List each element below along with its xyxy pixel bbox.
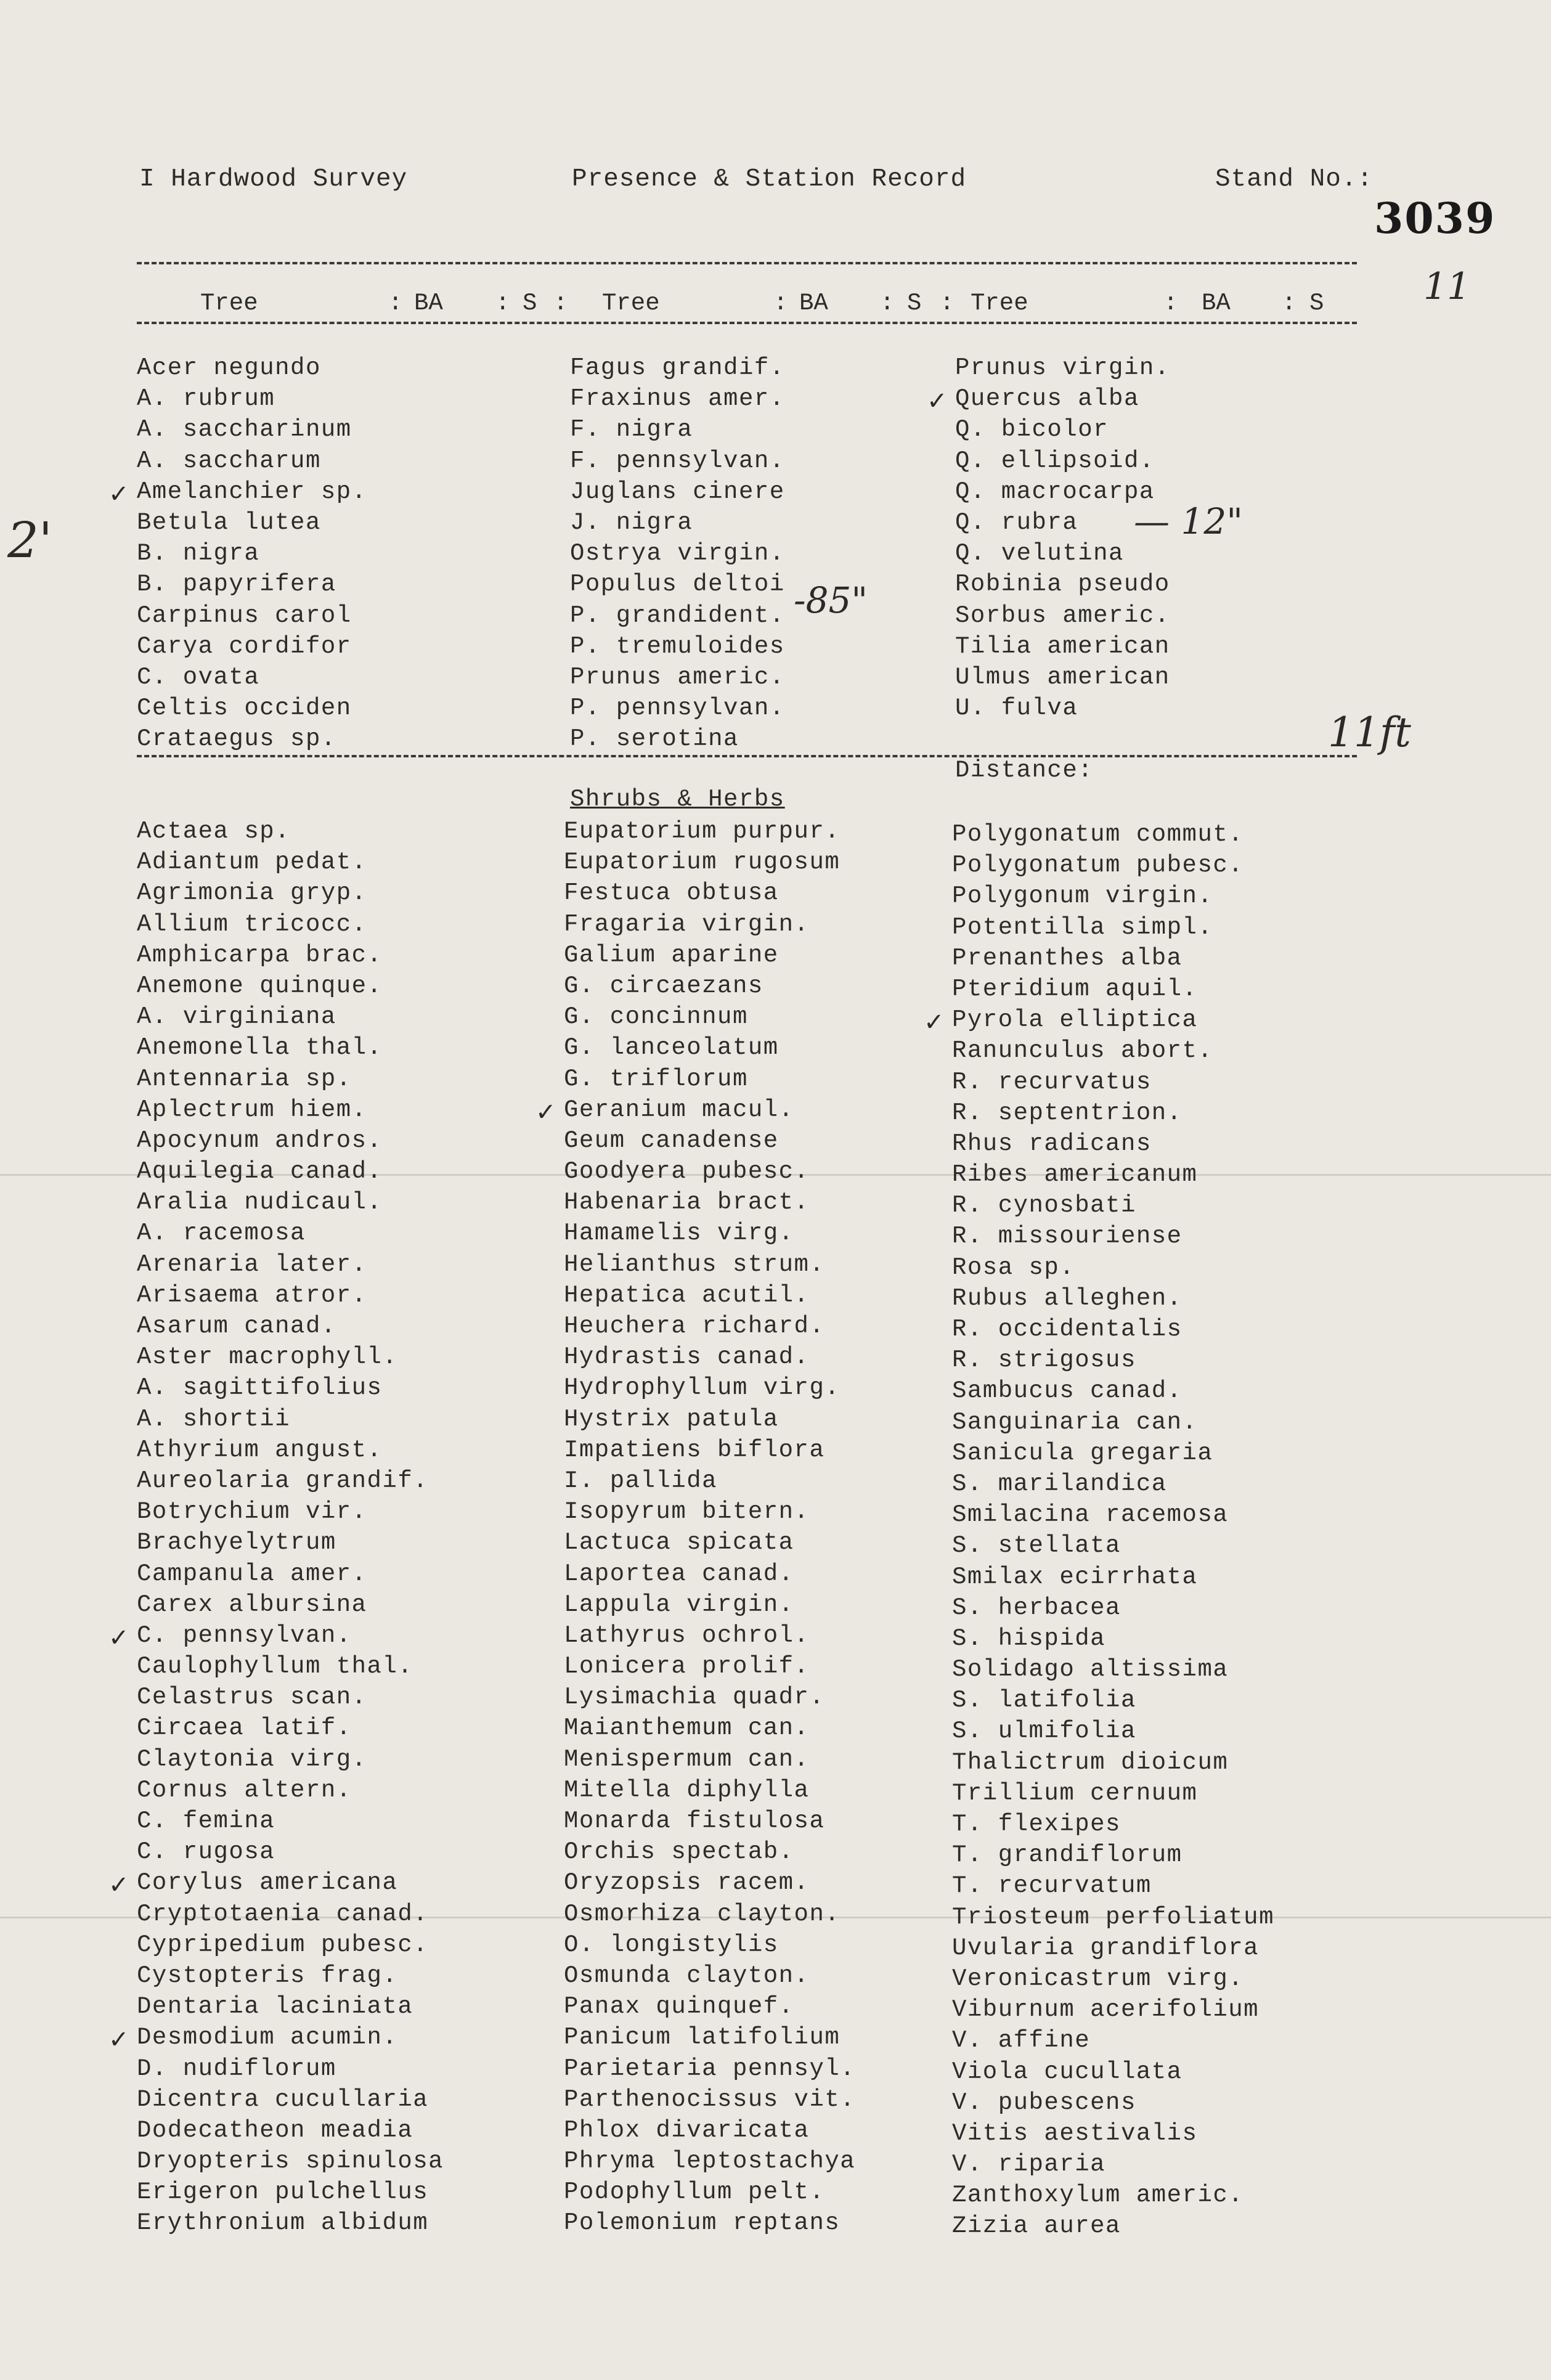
form-title: I Hardwood Survey	[139, 165, 408, 194]
list-item: Cornus altern.	[137, 1776, 352, 1804]
list-item: Lappula virgin.	[564, 1591, 794, 1618]
list-item: Prunus americ.	[570, 663, 785, 691]
herb-list-col1	[108, 816, 444, 2239]
list-item: Aralia nudicaul.	[137, 1189, 383, 1216]
list-item: Betula lutea	[137, 508, 321, 536]
list-item: Fagus grandif.	[570, 354, 785, 381]
list-item: Allium tricocc.	[137, 910, 367, 938]
list-item: Trillium cernuum	[952, 1779, 1198, 1807]
list-item: G. concinnum	[564, 1003, 748, 1031]
list-item: Lathyrus ochrol.	[564, 1621, 810, 1649]
list-item: Caulophyllum thal.	[137, 1653, 413, 1681]
herb-list-col2	[535, 816, 856, 2239]
list-item: Ribes americanum	[952, 1161, 1198, 1189]
list-item: Pteridium aquil.	[952, 975, 1198, 1003]
list-item: Impatiens biflora	[564, 1436, 825, 1464]
list-item: Cypripedium pubesc.	[137, 1931, 429, 1958]
list-item: G. triflorum	[564, 1065, 748, 1093]
list-item: Polygonum virgin.	[952, 882, 1213, 910]
list-item: Carex albursina	[137, 1591, 367, 1618]
list-item: Dentaria laciniata	[137, 1993, 413, 2021]
list-item: Geum canadense	[564, 1127, 779, 1154]
list-item: Habenaria bract.	[564, 1189, 810, 1216]
list-item: Carya cordifor	[137, 632, 352, 660]
list-item: Osmunda clayton.	[564, 1962, 810, 1989]
list-item: Erythronium albidum	[137, 2209, 429, 2237]
list-item: G. circaezans	[564, 972, 763, 1000]
list-item: Panicum latifolium	[564, 2024, 841, 2052]
col-header-tree: Tree	[602, 290, 660, 317]
col-header-tree: Tree	[971, 290, 1028, 317]
list-item: Monarda fistulosa	[564, 1807, 825, 1835]
list-item: Q. macrocarpa	[955, 478, 1155, 505]
list-item: Aquilegia canad.	[137, 1158, 383, 1186]
list-item: C. femina	[137, 1807, 275, 1835]
list-item: Carpinus carol	[137, 601, 352, 629]
list-item: Prenanthes alba	[952, 944, 1183, 972]
list-item: V. pubescens	[952, 2089, 1136, 2116]
list-item: Cystopteris frag.	[137, 1962, 398, 1989]
list-item: C. ovata	[137, 663, 260, 691]
list-item: ✓ Geranium macul.	[535, 1096, 794, 1127]
list-item: V. riparia	[952, 2151, 1106, 2178]
form-subtitle: Presence & Station Record	[572, 165, 967, 194]
list-item: Viburnum acerifolium	[952, 1996, 1260, 2024]
list-item: Smilax ecirrhata	[952, 1563, 1198, 1591]
list-item: Hydrastis canad.	[564, 1343, 810, 1371]
list-item: Cryptotaenia canad.	[137, 1900, 429, 1928]
list-item: Anemonella thal.	[137, 1034, 383, 1062]
list-item: Polygonatum commut.	[952, 821, 1244, 848]
list-item: ✓ Desmodium acumin.	[108, 2024, 398, 2055]
list-item: Helianthus strum.	[564, 1250, 825, 1278]
list-item: J. nigra	[570, 508, 693, 536]
checkmark-icon: ✓	[108, 1623, 131, 1652]
list-item: S. stellata	[952, 1532, 1121, 1560]
list-item: Anemone quinque.	[137, 972, 383, 1000]
list-item: T. grandiflorum	[952, 1841, 1183, 1869]
list-item: Heuchera richard.	[564, 1313, 825, 1340]
handwritten-stand-sub: 11	[1423, 265, 1471, 308]
list-item: Menispermum can.	[564, 1745, 810, 1773]
handwritten-note-distance: 11ft	[1328, 709, 1411, 756]
tree-column-headers: Tree : BA : S : Tree : BA : S : Tree : BA : S	[200, 290, 1324, 317]
list-item: Antennaria sp.	[137, 1065, 352, 1093]
list-item: S. ulmifolia	[952, 1718, 1136, 1745]
checkmark-icon: ✓	[108, 1871, 131, 1900]
list-item: A. shortii	[137, 1405, 291, 1433]
col-header-ba: BA	[1202, 290, 1231, 317]
list-item: Rhus radicans	[952, 1130, 1152, 1157]
list-item: O. longistylis	[564, 1931, 779, 1958]
list-item: Arisaema atror.	[137, 1281, 367, 1309]
list-item: Sanicula gregaria	[952, 1439, 1213, 1467]
list-item: R. missouriense	[952, 1223, 1183, 1250]
list-item: D. nudiflorum	[137, 2055, 336, 2082]
tree-list-col2	[570, 353, 785, 754]
list-item: Arenaria later.	[137, 1250, 367, 1278]
list-item: ✓ Amelanchier sp.	[108, 478, 367, 508]
list-item: Polemonium reptans	[564, 2209, 841, 2237]
list-item: Acer negundo	[137, 354, 321, 381]
list-item: Sorbus americ.	[955, 601, 1170, 629]
list-item: Parthenocissus vit.	[564, 2085, 856, 2113]
list-item: A. virginiana	[137, 1003, 336, 1031]
list-item: Phryma leptostachya	[564, 2148, 856, 2175]
list-item: ✓ Quercus alba	[927, 385, 1139, 416]
list-item: Vitis aestivalis	[952, 2119, 1198, 2147]
list-item: Smilacina racemosa	[952, 1501, 1229, 1529]
col-header-s: S	[1309, 290, 1324, 317]
list-item: Orchis spectab.	[564, 1838, 794, 1866]
list-item: P. serotina	[570, 725, 739, 753]
list-item: Hystrix patula	[564, 1405, 779, 1433]
checkmark-icon: ✓	[927, 387, 949, 416]
dashed-rule-top	[137, 262, 1357, 264]
dashed-rule-trees-end	[137, 755, 1357, 757]
list-item: Ostrya virgin.	[570, 540, 785, 568]
checkmark-icon: ✓	[108, 479, 131, 508]
list-item: R. recurvatus	[952, 1068, 1152, 1096]
list-item: Campanula amer.	[137, 1560, 367, 1587]
list-item: T. recurvatum	[952, 1872, 1152, 1900]
list-item: Tilia american	[955, 632, 1170, 660]
list-item: Fragaria virgin.	[564, 910, 810, 938]
list-item: Populus deltoi	[570, 571, 785, 598]
list-item: Potentilla simpl.	[952, 913, 1213, 941]
list-item: Robinia pseudo	[955, 571, 1170, 598]
list-item: Hepatica acutil.	[564, 1281, 810, 1309]
list-item: Laportea canad.	[564, 1560, 794, 1587]
list-item: Celtis occiden	[137, 695, 352, 722]
list-item: Festuca obtusa	[564, 879, 779, 907]
list-item: A. sagittifolius	[137, 1374, 383, 1402]
list-item: Claytonia virg.	[137, 1745, 367, 1773]
list-item: A. saccharum	[137, 447, 321, 475]
list-item: Phlox divaricata	[564, 2116, 810, 2144]
list-item: Lysimachia quadr.	[564, 1684, 825, 1711]
list-item: Hydrophyllum virg.	[564, 1374, 841, 1402]
checkmark-icon: ✓	[108, 2026, 131, 2055]
list-item: Ulmus american	[955, 663, 1170, 691]
list-item: Botrychium vir.	[137, 1498, 367, 1526]
list-item: S. marilandica	[952, 1470, 1167, 1498]
herb-list-col3	[924, 819, 1274, 2242]
list-item: F. pennsylvan.	[570, 447, 785, 475]
list-item: Adiantum pedat.	[137, 849, 367, 876]
handwritten-note-grandident: -85"	[794, 579, 868, 621]
list-item: Parietaria pennsyl.	[564, 2055, 856, 2082]
list-item: Rubus alleghen.	[952, 1284, 1183, 1312]
list-item: T. flexipes	[952, 1811, 1121, 1838]
list-item: Thalictrum dioicum	[952, 1748, 1229, 1776]
distance-label: Distance:	[955, 757, 1094, 784]
list-item: Rosa sp.	[952, 1253, 1075, 1281]
checkmark-icon: ✓	[924, 1008, 946, 1037]
list-item: Triosteum perfoliatum	[952, 1903, 1274, 1931]
list-item: Q. ellipsoid.	[955, 447, 1155, 475]
list-item: A. rubrum	[137, 385, 275, 413]
list-item: Uvularia grandiflora	[952, 1934, 1260, 1962]
list-item: P. grandident.	[570, 601, 785, 629]
list-item: Lactuca spicata	[564, 1529, 794, 1557]
stand-number-label: Stand No.:	[1215, 165, 1374, 194]
col-header-ba: BA	[414, 290, 443, 317]
list-item: Actaea sp.	[137, 818, 291, 845]
list-item: A. racemosa	[137, 1220, 306, 1247]
list-item: B. papyrifera	[137, 571, 336, 598]
list-item: S. hispida	[952, 1624, 1106, 1652]
list-item: Mitella diphylla	[564, 1776, 810, 1804]
list-item: Podophyllum pelt.	[564, 2178, 825, 2206]
list-item: R. strigosus	[952, 1347, 1136, 1374]
list-item: F. nigra	[570, 416, 693, 444]
list-item: Dryopteris spinulosa	[137, 2148, 444, 2175]
list-item: Sambucus canad.	[952, 1377, 1183, 1405]
list-item: A. saccharinum	[137, 416, 352, 444]
col-header-ba: BA	[799, 290, 828, 317]
list-item: Eupatorium purpur.	[564, 818, 841, 845]
list-item: Celastrus scan.	[137, 1684, 367, 1711]
handwritten-note-rubra: — 12"	[1134, 500, 1243, 542]
list-item: Hamamelis virg.	[564, 1220, 794, 1247]
list-item: Solidago altissima	[952, 1656, 1229, 1684]
tree-list-col1	[108, 353, 367, 754]
list-item: Dicentra cucullaria	[137, 2085, 429, 2113]
list-item: Juglans cinere	[570, 478, 785, 505]
list-item: Apocynum andros.	[137, 1127, 383, 1154]
list-item: Dodecatheon meadia	[137, 2116, 413, 2144]
list-item: Viola cucullata	[952, 2058, 1183, 2085]
list-item: R. occidentalis	[952, 1316, 1183, 1343]
list-item: Osmorhiza clayton.	[564, 1900, 841, 1928]
list-item: Aplectrum hiem.	[137, 1096, 367, 1123]
list-item: Veronicastrum virg.	[952, 1965, 1244, 1992]
list-item: Fraxinus amer.	[570, 385, 785, 413]
stand-number-value: 3039	[1374, 194, 1496, 243]
list-item: Eupatorium rugosum	[564, 849, 841, 876]
list-item: C. rugosa	[137, 1838, 275, 1866]
list-item: Polygonatum pubesc.	[952, 852, 1244, 879]
list-item: B. nigra	[137, 540, 260, 568]
list-item: Aster macrophyll.	[137, 1343, 398, 1371]
list-item: Circaea latif.	[137, 1714, 352, 1742]
list-item: R. cynosbati	[952, 1192, 1136, 1220]
list-item: Asarum canad.	[137, 1313, 336, 1340]
list-item: ✓ Corylus americana	[108, 1869, 398, 1900]
list-item: Brachyelytrum	[137, 1529, 336, 1557]
list-item: V. affine	[952, 2027, 1091, 2055]
list-item: Q. rubra	[955, 508, 1078, 536]
list-item: Ranunculus abort.	[952, 1037, 1213, 1065]
list-item: U. fulva	[955, 695, 1078, 722]
list-item: Galium aparine	[564, 941, 779, 969]
list-item: Amphicarpa brac.	[137, 941, 383, 969]
list-item: ✓ C. pennsylvan.	[108, 1621, 352, 1652]
list-item: Q. bicolor	[955, 416, 1109, 444]
list-item: Panax quinquef.	[564, 1993, 794, 2021]
list-item: Erigeron pulchellus	[137, 2178, 429, 2206]
col-header-s: S	[523, 290, 537, 317]
list-item: Aureolaria grandif.	[137, 1467, 429, 1494]
list-item: Athyrium angust.	[137, 1436, 383, 1464]
list-item: Oryzopsis racem.	[564, 1869, 810, 1897]
list-item: S. herbacea	[952, 1594, 1121, 1621]
list-item: P. tremuloides	[570, 632, 785, 660]
handwritten-note-betula: 2'	[7, 511, 52, 569]
list-item: I. pallida	[564, 1467, 718, 1494]
list-item: R. septentrion.	[952, 1099, 1183, 1127]
list-item: S. latifolia	[952, 1687, 1136, 1714]
list-item: Isopyrum bitern.	[564, 1498, 810, 1526]
col-header-s: S	[907, 290, 922, 317]
list-item: Goodyera pubesc.	[564, 1158, 810, 1186]
list-item: Zizia aurea	[952, 2212, 1121, 2240]
checkmark-icon: ✓	[535, 1098, 558, 1127]
list-item: Agrimonia gryp.	[137, 879, 367, 907]
list-item: Q. velutina	[955, 540, 1124, 568]
col-header-tree: Tree	[200, 290, 258, 317]
list-item: ✓ Pyrola elliptica	[924, 1006, 1198, 1037]
list-item: Maianthemum can.	[564, 1714, 810, 1742]
list-item: Sanguinaria can.	[952, 1408, 1198, 1436]
list-item: G. lanceolatum	[564, 1034, 779, 1062]
list-item: Zanthoxylum americ.	[952, 2182, 1244, 2209]
list-item: Prunus virgin.	[955, 354, 1170, 381]
list-item: Crataegus sp.	[137, 725, 336, 753]
list-item: Lonicera prolif.	[564, 1653, 810, 1681]
list-item: P. pennsylvan.	[570, 695, 785, 722]
shrubs-herbs-title: Shrubs & Herbs	[570, 786, 785, 813]
